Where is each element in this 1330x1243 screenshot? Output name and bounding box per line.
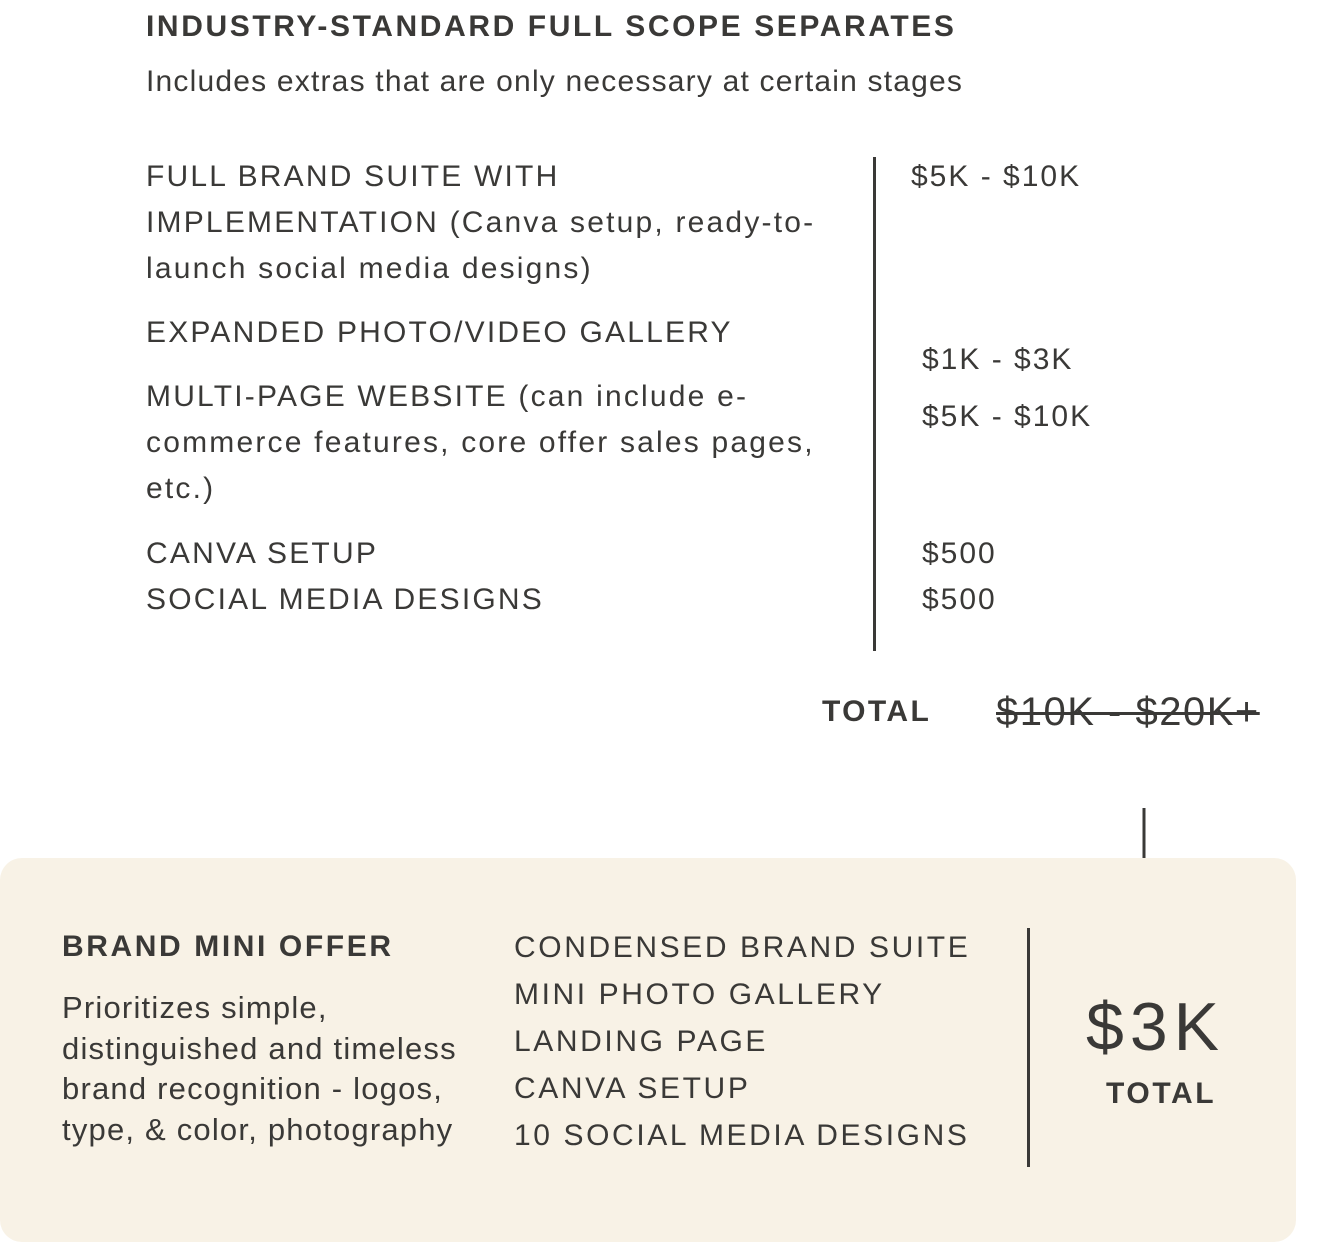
- offer-divider: [1027, 928, 1030, 1167]
- section-subtitle: Includes extras that are only necessary at certain stages: [146, 65, 964, 98]
- offer-include-item: CONDENSED BRAND SUITE: [514, 931, 971, 964]
- offer-price: $3K: [1086, 989, 1225, 1065]
- item-label-brand-suite: FULL BRAND SUITE WITH IMPLEMENTATION (Canva setup, ready-to-launch social media designs): [146, 160, 816, 285]
- offer-price-label: TOTAL: [1106, 1077, 1217, 1110]
- total-old-price: $10K - $20K+: [996, 690, 1260, 734]
- offer-description: Prioritizes simple, distinguished and timeless brand recognition - logos, type, & color, photography: [62, 990, 457, 1147]
- offer-include-item: 10 SOCIAL MEDIA DESIGNS: [514, 1119, 970, 1152]
- section-title: INDUSTRY-STANDARD FULL SCOPE SEPARATES: [146, 10, 957, 43]
- item-price-brand-suite: $5K - $10K: [911, 160, 1082, 193]
- item-price-website: $5K - $10K: [922, 400, 1093, 433]
- item-label-photo-gallery: EXPANDED PHOTO/VIDEO GALLERY: [146, 316, 733, 349]
- offer-include-item: MINI PHOTO GALLERY: [514, 978, 885, 1011]
- item-price-social-media: $500: [922, 583, 997, 616]
- offer-title: BRAND MINI OFFER: [62, 930, 394, 963]
- item-label-canva-setup: CANVA SETUP: [146, 537, 379, 570]
- offer-include-item: LANDING PAGE: [514, 1025, 769, 1058]
- item-price-photo-gallery: $1K - $3K: [922, 343, 1074, 376]
- item-label-website: MULTI-PAGE WEBSITE (can include e-commerce features, core offer sales pages, etc.): [146, 380, 815, 505]
- item-label-social-media: SOCIAL MEDIA DESIGNS: [146, 583, 544, 616]
- price-divider: [873, 157, 876, 651]
- item-price-canva-setup: $500: [922, 537, 997, 570]
- offer-include-item: CANVA SETUP: [514, 1072, 751, 1105]
- total-label: TOTAL: [822, 695, 932, 728]
